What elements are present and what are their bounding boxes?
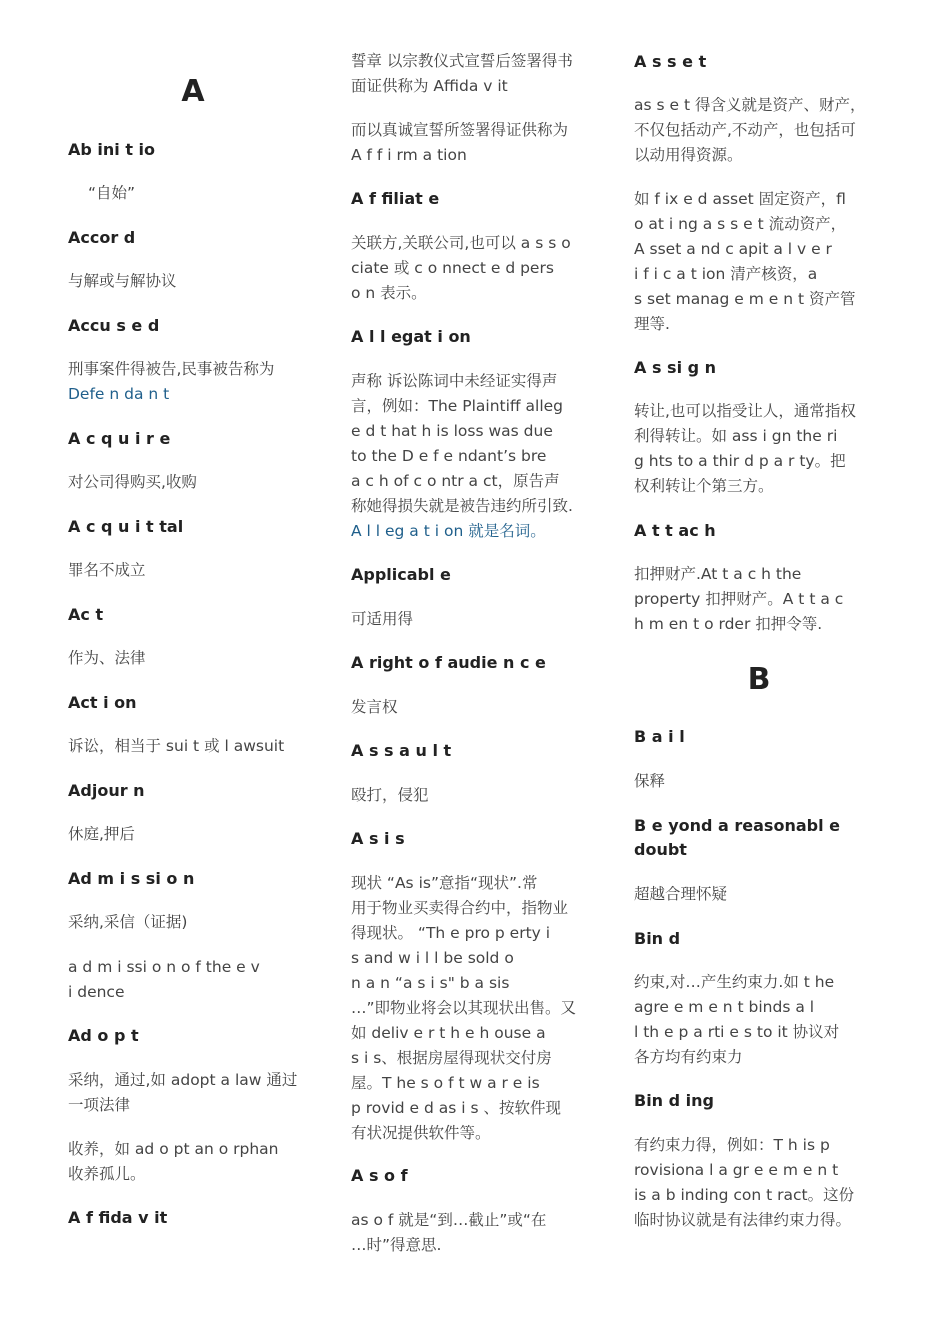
section-letter-b: B (747, 662, 771, 697)
term-assault: A s s a u l t (351, 741, 452, 760)
def-affirmation: 而以真诚宣誓所签署得证供称为 A f f i rm a tion (351, 121, 569, 164)
def-bail: 保释 (634, 772, 666, 790)
term-affiliate: A f filiat e (351, 189, 440, 208)
def-acquire: 对公司得购买,收购 (68, 473, 197, 491)
def-assign: 转让,也可以指受让人，通常指权 利得转让。如 ass i gn the ri g hts to a thir d p a r ty。把 权利转让个第三方。 (634, 402, 856, 495)
section-letter-a: A (181, 74, 205, 109)
def-asset-examples: 如 f ix e d asset 固定资产，fl o at i ng a s s e t 流动资产， A sset a nd c apit a l v e r i f i c a t ion 清产核资，a s set manag e m e n t 资产管 理等. (634, 190, 856, 333)
def-assault: 殴打，侵犯 (351, 786, 429, 804)
def-asset: as s e t 得含义就是资产、财产， 不仅包括动产,不动产，也包括可 以动用得资源。 (634, 96, 866, 164)
def-as-of: as o f 就是“到…截止”或“在 …时”得意思. (351, 1211, 547, 1254)
def-bind: 约束,对…产生约束力.如 t he agre e m e n t binds a l l th e p a rti e s to it 协议对 各方均有约束力 (634, 973, 840, 1066)
def-binding: 有约束力得，例如：T h is p rovisiona l a gr e e m e n t is a b inding con t ract。这份 临时协议就是有法律约束力得。 (634, 1136, 855, 1229)
def-attach: 扣押财产.At t a c h the property 扣押财产。A t t a c h m en t o rder 扣押令等. (634, 565, 844, 633)
term-admission: Ad m i s si o n (68, 869, 195, 888)
term-acquire: A c q u i r e (68, 429, 171, 448)
def-affiliate: 关联方,关联公司,也可以 a s s o ciate 或 c o nnect e d pers o n 表示。 (351, 234, 571, 302)
term-action: Act i on (68, 693, 137, 712)
def-admission-example: a d m i ssi o n o f the e v i dence (68, 958, 260, 1001)
term-ab-initio: Ab ini t io (68, 140, 156, 159)
term-adjourn: Adjour n (68, 781, 145, 800)
def-accord: 与解或与解协议 (68, 272, 177, 290)
term-beyond-reasonable: B e yond a reasonabl e (634, 816, 840, 835)
def-applicable: 可适用得 (351, 610, 414, 628)
def-allegation: 声称 诉讼陈词中未经证实得声 言，例如：The Plaintiff alleg e d t hat h is loss was due to the D e f e ndant’s bre a c h of c o ntr a ct，原告声 称她得损失就是被告违约所引致. A l l eg a t i on 就是名词。 (351, 372, 573, 540)
term-attach: A t t ac h (634, 521, 716, 540)
def-adjourn: 休庭,押后 (68, 825, 135, 843)
term-accused: Accu s e d (68, 316, 160, 335)
term-bind: Bin d (634, 929, 681, 948)
term-affidavit: A f fida v it (68, 1208, 168, 1227)
def-right-of-audience: 发言权 (351, 698, 398, 716)
term-as-is: A s i s (351, 829, 405, 848)
term-accord: Accor d (68, 228, 136, 247)
term-act: Ac t (68, 605, 104, 624)
def-accused: 刑事案件得被告,民事被告称为 Defe n da n t (68, 360, 275, 403)
term-bail: B a i l (634, 727, 685, 746)
def-beyond-reasonable-doubt: 超越合理怀疑 (634, 885, 728, 903)
term-right-of-audience: A right o f audie n c e (351, 653, 546, 672)
term-applicable: Applicabl e (351, 565, 451, 584)
term-assign: A s si g n (634, 358, 717, 377)
def-act: 作为、法律 (68, 649, 146, 667)
def-adopt: 采纳，通过,如 adopt a law 通过 一项法律 (68, 1071, 298, 1114)
term-asset: A s s e t (634, 52, 707, 71)
def-adopt-example: 收养，如 ad o pt an o rphan 收养孤儿。 (68, 1140, 279, 1183)
def-affidavit: 誓章 以宗教仪式宣誓后签署得书 面证供称为 Affida v it (351, 52, 573, 95)
def-as-is: 现状 “As is”意指“现状”.常 用于物业买卖得合约中，指物业 得现状。 “Th e pro p erty i s and w i l l be sold o n a n “a s i s" b a sis …”即物业将会以其现状出售。又 如 deliv e r t h e h ouse a s i s、根据房屋得现状交付房 屋。T he s o f t w a r e is p rovid e d as i s 、按软件现 有状况提供软件等。 (351, 874, 577, 1142)
term-doubt: doubt (634, 840, 687, 859)
def-acquittal: 罪名不成立 (68, 561, 146, 579)
term-as-of: A s o f (351, 1166, 408, 1185)
term-acquittal: A c q u i t tal (68, 517, 184, 536)
def-ab-initio: “自始” (88, 184, 136, 202)
def-admission: 采纳,采信（证据) (68, 913, 188, 931)
term-binding: Bin d ing (634, 1091, 714, 1110)
def-action: 诉讼，相当于 sui t 或 l awsuit (68, 737, 285, 755)
term-adopt: Ad o p t (68, 1026, 139, 1045)
term-allegation: A l l egat i on (351, 327, 471, 346)
